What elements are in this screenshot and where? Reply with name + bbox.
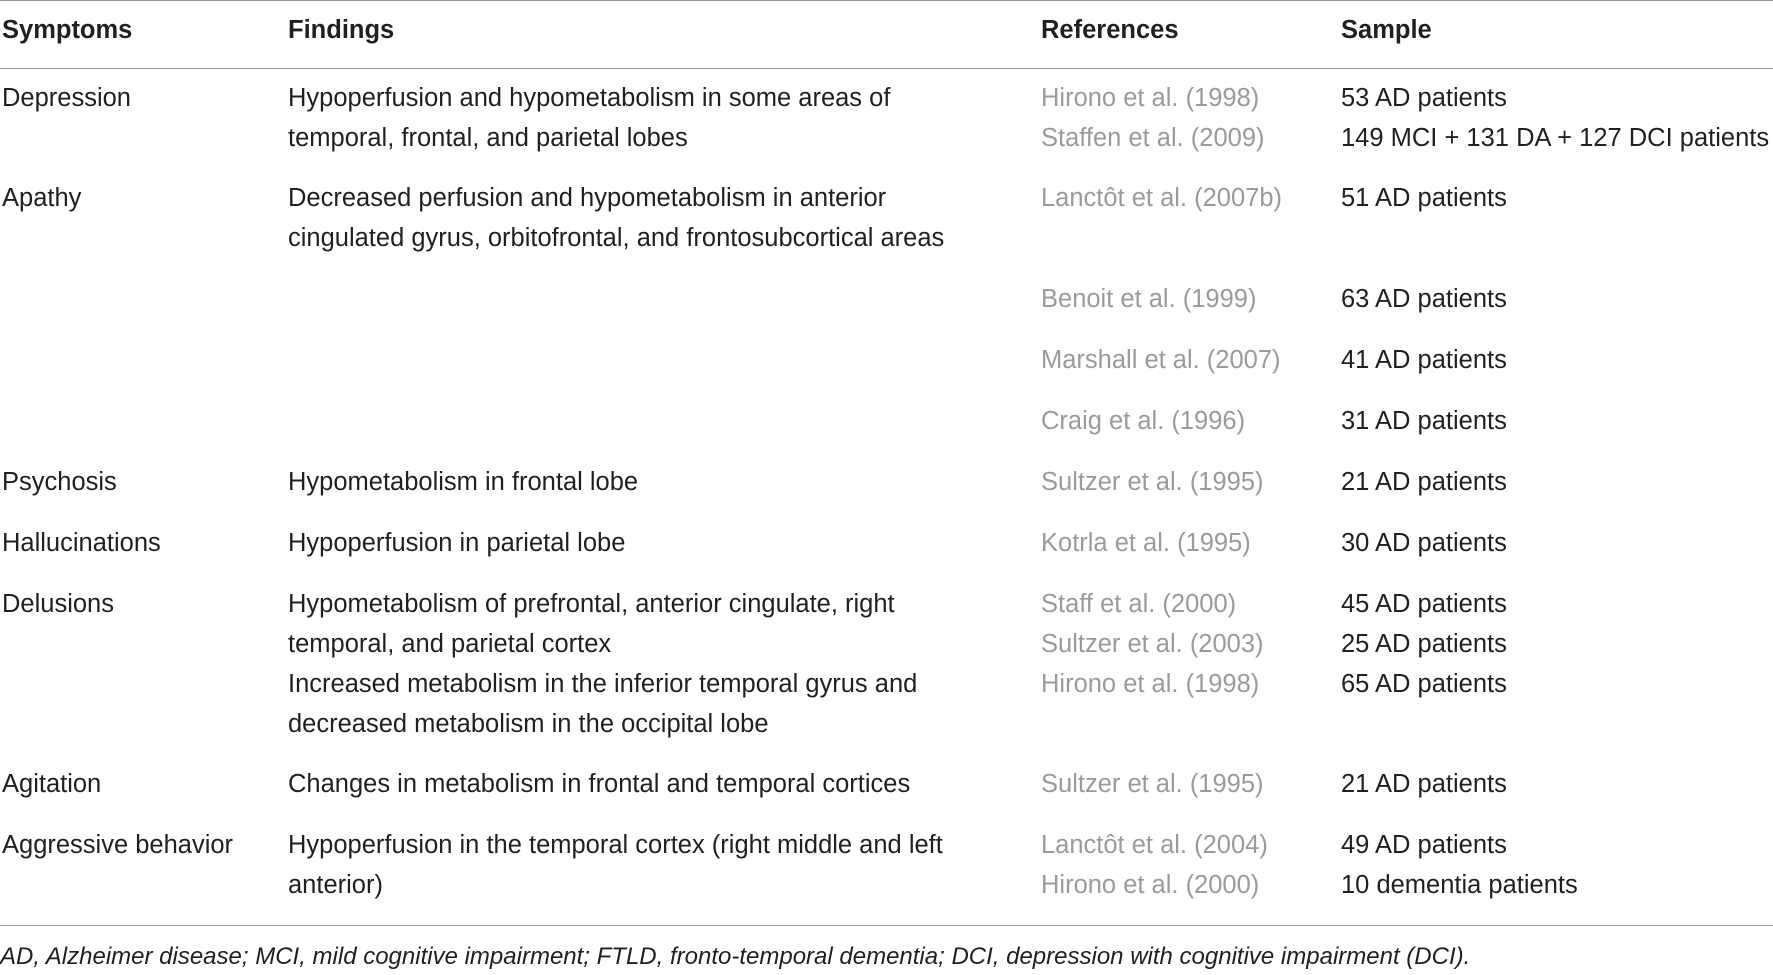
header-rule <box>0 68 1773 69</box>
reference-cell: Lanctôt et al. (2004) <box>1041 831 1268 859</box>
header-findings: Findings <box>288 16 395 44</box>
findings-line: Increased metabolism in the inferior temporal gyrus and <box>288 670 918 698</box>
findings-line: Hypoperfusion in the temporal cortex (right middle and left <box>288 831 943 859</box>
reference-cell: Hirono et al. (1998) <box>1041 84 1260 112</box>
table-top-rule <box>0 0 1773 1</box>
reference-cell: Staff et al. (2000) <box>1041 590 1237 618</box>
table-footnote: AD, Alzheimer disease; MCI, mild cognitive impairment; FTLD, fronto-temporal dementia; DCI, depression with cognitive impairment (DCI). <box>0 943 1471 970</box>
header-sample: Sample <box>1341 16 1432 44</box>
sample-cell: 10 dementia patients <box>1341 871 1578 899</box>
sample-cell: 21 AD patients <box>1341 770 1507 798</box>
header-symptoms: Symptoms <box>2 16 133 44</box>
sample-cell: 53 AD patients <box>1341 84 1507 112</box>
reference-cell: Kotrla et al. (1995) <box>1041 529 1251 557</box>
findings-line: Changes in metabolism in frontal and temporal cortices <box>288 770 911 798</box>
sample-cell: 45 AD patients <box>1341 590 1507 618</box>
sample-cell: 30 AD patients <box>1341 529 1507 557</box>
findings-line: Hypometabolism of prefrontal, anterior cingulate, right <box>288 590 895 618</box>
findings-line: decreased metabolism in the occipital lobe <box>288 710 769 738</box>
sample-cell: 49 AD patients <box>1341 831 1507 859</box>
findings-line: Decreased perfusion and hypometabolism in anterior <box>288 184 887 212</box>
reference-cell: Sultzer et al. (2003) <box>1041 630 1264 658</box>
findings-line: Hypoperfusion in parietal lobe <box>288 529 626 557</box>
reference-cell: Sultzer et al. (1995) <box>1041 770 1264 798</box>
findings-line: cingulated gyrus, orbitofrontal, and frontosubcortical areas <box>288 224 945 252</box>
reference-cell: Hirono et al. (2000) <box>1041 871 1260 899</box>
reference-cell: Hirono et al. (1998) <box>1041 670 1260 698</box>
findings-line: anterior) <box>288 871 383 899</box>
table-bottom-rule <box>0 925 1773 926</box>
sample-cell: 63 AD patients <box>1341 285 1507 313</box>
reference-cell: Sultzer et al. (1995) <box>1041 468 1264 496</box>
reference-cell: Lanctôt et al. (2007b) <box>1041 184 1282 212</box>
symptom-cell: Psychosis <box>2 468 117 496</box>
reference-cell: Marshall et al. (2007) <box>1041 346 1281 374</box>
sample-cell: 31 AD patients <box>1341 407 1507 435</box>
findings-line: temporal, frontal, and parietal lobes <box>288 124 688 152</box>
symptom-cell: Apathy <box>2 184 82 212</box>
symptom-cell: Aggressive behavior <box>2 831 234 859</box>
symptom-cell: Depression <box>2 84 131 112</box>
symptom-cell: Delusions <box>2 590 114 618</box>
reference-cell: Craig et al. (1996) <box>1041 407 1246 435</box>
symptom-cell: Hallucinations <box>2 529 161 557</box>
reference-cell: Benoit et al. (1999) <box>1041 285 1257 313</box>
sample-cell: 25 AD patients <box>1341 630 1507 658</box>
findings-line: Hypoperfusion and hypometabolism in some areas of <box>288 84 891 112</box>
sample-cell: 21 AD patients <box>1341 468 1507 496</box>
findings-line: Hypometabolism in frontal lobe <box>288 468 639 496</box>
reference-cell: Staffen et al. (2009) <box>1041 124 1265 152</box>
header-references: References <box>1041 16 1179 44</box>
sample-cell: 41 AD patients <box>1341 346 1507 374</box>
symptom-cell: Agitation <box>2 770 102 798</box>
sample-cell: 149 MCI + 131 DA + 127 DCI patients <box>1341 124 1770 152</box>
sample-cell: 51 AD patients <box>1341 184 1507 212</box>
sample-cell: 65 AD patients <box>1341 670 1507 698</box>
findings-line: temporal, and parietal cortex <box>288 630 612 658</box>
